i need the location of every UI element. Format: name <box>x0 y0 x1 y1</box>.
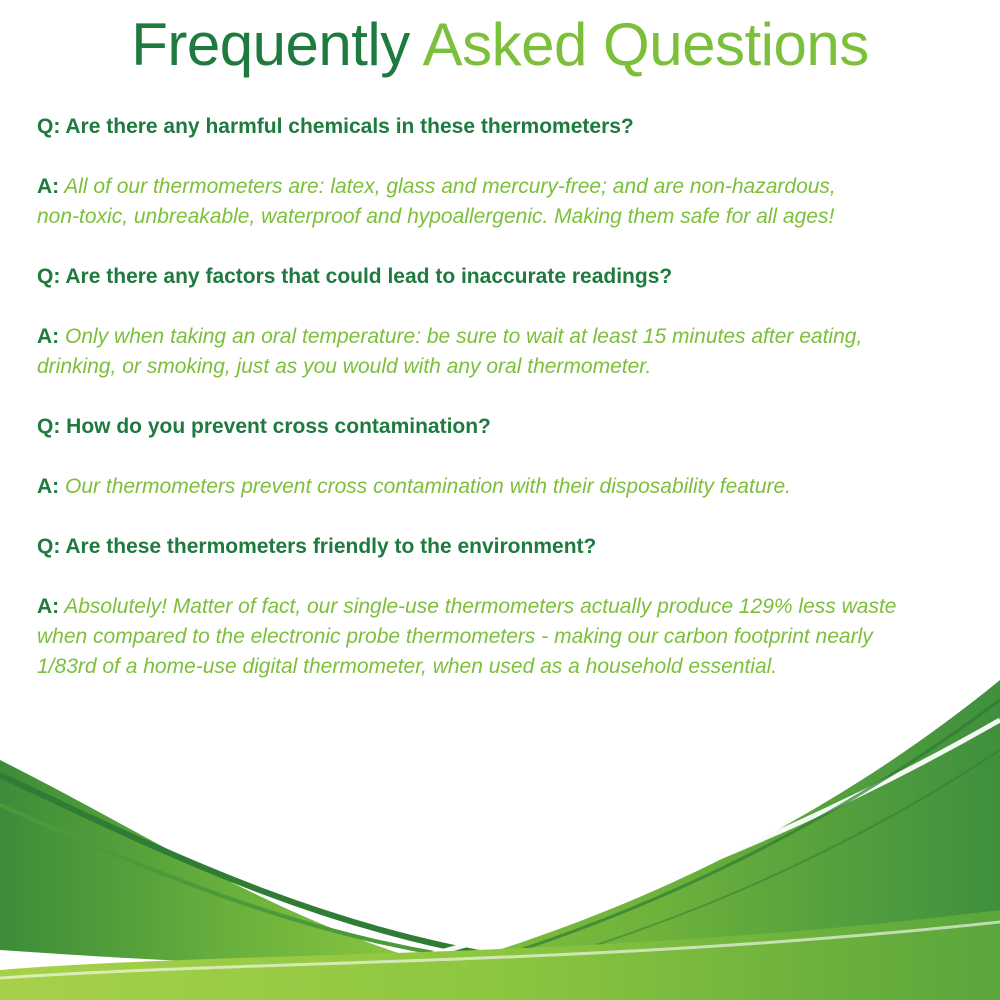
question-prefix: Q: <box>37 265 61 288</box>
answer-prefix: A: <box>37 325 60 348</box>
answer-prefix: A: <box>37 595 60 618</box>
decorative-green-waves <box>0 660 1000 1000</box>
answer-line: drinking, or smoking, just as you would with any oral thermometer. <box>37 355 652 378</box>
answer-line <box>37 472 967 502</box>
question-text: Are there any factors that could lead to inaccurate readings? <box>65 265 673 288</box>
answer-line <box>37 172 967 202</box>
question-prefix: Q: <box>37 535 61 558</box>
question-text: Are there any harmful chemicals in these thermometers? <box>65 115 634 138</box>
faq-item-2 <box>37 262 967 382</box>
question-3 <box>37 412 967 442</box>
title-words-asked-questions: Asked Questions <box>422 11 869 78</box>
question-4 <box>37 532 967 562</box>
page-title <box>0 12 1000 78</box>
answer-text: Absolutely! Matter of fact, our single-use thermometers actually produce 129% less waste <box>64 595 897 618</box>
answer-text: All of our thermometers are: latex, glass and mercury-free; and are non-hazardous, <box>64 175 836 198</box>
faq-item-3 <box>37 412 967 502</box>
question-prefix: Q: <box>37 415 61 438</box>
question-text: How do you prevent cross contamination? <box>66 415 491 438</box>
question-1 <box>37 112 967 142</box>
answer-prefix: A: <box>37 175 60 198</box>
question-prefix: Q: <box>37 115 61 138</box>
answer-line <box>37 592 967 622</box>
answer-line <box>37 322 967 352</box>
answer-text: Only when taking an oral temperature: be sure to wait at least 15 minutes after eating, <box>65 325 863 348</box>
answer-1 <box>37 172 967 232</box>
answer-line: non-toxic, unbreakable, waterproof and hypoallergenic. Making them safe for all ages! <box>37 205 835 228</box>
question-text: Are these thermometers friendly to the environment? <box>65 535 597 558</box>
answer-text: Our thermometers prevent cross contamination with their disposability feature. <box>65 475 792 498</box>
answer-prefix: A: <box>37 475 60 498</box>
question-2 <box>37 262 967 292</box>
answer-2 <box>37 322 967 382</box>
title-word-frequently: Frequently <box>131 11 410 78</box>
answer-line: when compared to the electronic probe thermometers - making our carbon footprint nearly <box>37 625 873 648</box>
faq-item-1 <box>37 112 967 232</box>
answer-line: 1/83rd of a home-use digital thermometer, when used as a household essential. <box>37 655 778 678</box>
faq-list <box>37 112 967 682</box>
answer-3 <box>37 472 967 502</box>
left-swoosh <box>0 760 420 964</box>
